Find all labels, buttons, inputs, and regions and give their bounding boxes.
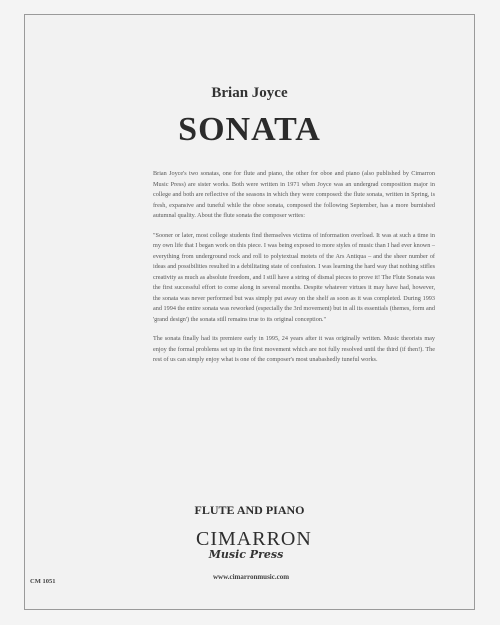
program-notes [153,169,435,375]
publisher-press: Music Press [208,548,284,561]
publisher-website: www.cimarronmusic.com [212,573,290,581]
notes-paragraph: Brian Joyce's two sonatas, one for flute and piano, the other for oboe and piano (also published by Cimarron Music Press) are sister works. Both were written in 1971 when Joyce was an undergrad composition major in college and both are reflective of the seasons in which they were composed: the flute sonata, written in Spring, is fresh, expansive and tuneful while the oboe sonata, composed the following September, has a more burnished autumnal quality. About the flute sonata the composer writes: [153,170,435,219]
notes-paragraph: The sonata finally had its premiere early in 1995, 24 years after it was originally written. Music theorists may enjoy the formal problems set up in the first movement which are not fully resolved until the third (if then!). The rest of us can simply enjoy what is one of the composer's most unabashedly tuneful works. [153,335,435,363]
publisher-logo [196,528,312,561]
piece-title: SONATA [178,111,321,148]
instrumentation: FLUTE AND PIANO [194,503,305,517]
notes-paragraph: "Sooner or later, most college students find themselves victims of information overload. It was at such a time in my own life that I began work on this piece. I was being exposed to more styles of music than I had ever known – everything from underground rock and roll to polytextual motets of the Ars Antiqua – and the sheer number of ideas and possibilities resulted in a debilitating state of confusion. I was learning the hard way that nothing stifles creativity as much as absolute freedom, and I still have a string of dismal pieces to prove it! The Flute Sonata was the first successful effort to come along in several months. Despite whatever virtues it may have had, however, the sonata was never performed but was simply put away on the shelf as soon as it was completed. During 1993 and 1994 the entire sonata was reworked (especially the 3rd movement) but in all its essentials (themes, form and 'grand design') the sonata still remains true to its original conception." [153,231,435,323]
composer-name: Brian Joyce [211,85,288,101]
publisher-name: CIMARRON [196,528,312,550]
catalog-number: CM 1051 [30,578,56,585]
score-cover [24,14,475,610]
